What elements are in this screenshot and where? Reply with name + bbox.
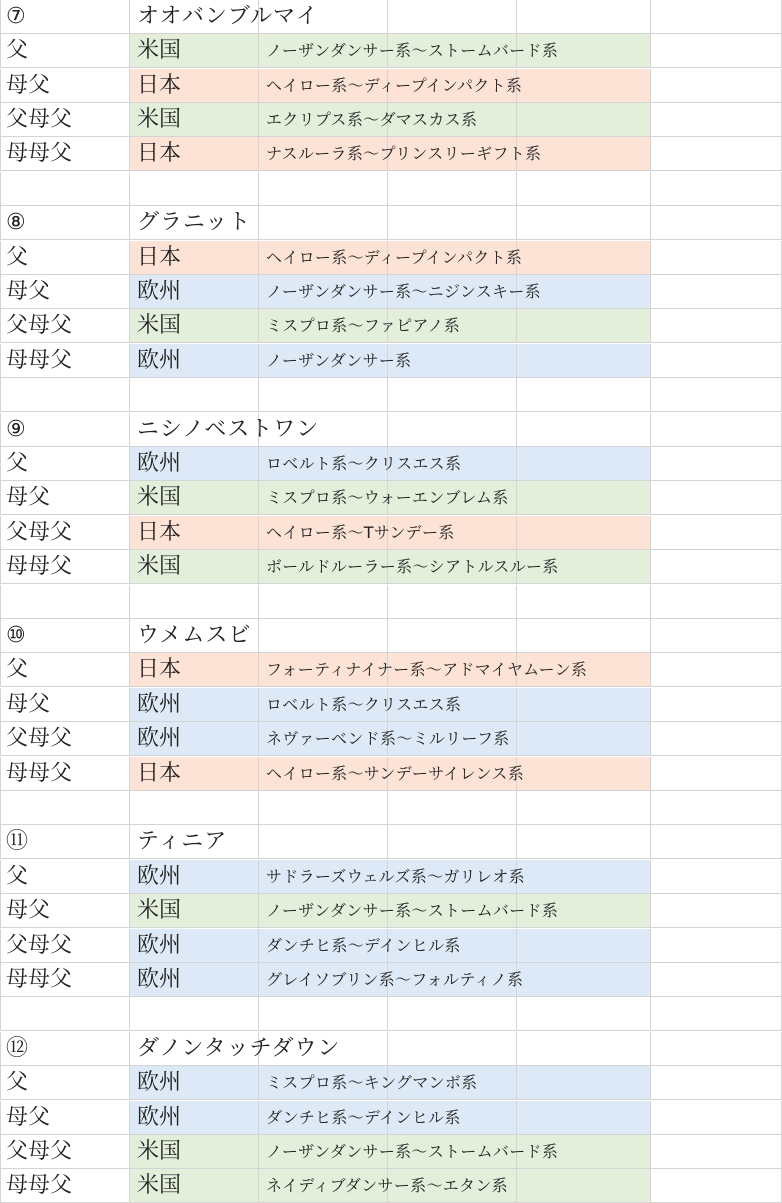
grid-cell[interactable] xyxy=(388,413,517,447)
pedigree-row xyxy=(0,275,782,309)
grid-cell[interactable] xyxy=(651,241,782,275)
blank-row xyxy=(0,172,782,206)
region-label: 日本 xyxy=(137,72,182,98)
pedigree-row xyxy=(0,137,782,171)
region-label: 米国 xyxy=(137,898,182,924)
grid-cell[interactable] xyxy=(651,275,782,309)
grid-cell[interactable] xyxy=(259,206,388,240)
grid-cell[interactable] xyxy=(517,0,651,34)
grid-cell[interactable] xyxy=(651,172,782,206)
pedigree-row xyxy=(0,516,782,550)
horse-number: ⑦ xyxy=(6,3,26,29)
ancestor-label: 母父 xyxy=(6,72,51,98)
blank-row xyxy=(0,791,782,825)
horse-header-row xyxy=(0,413,782,447)
grid-cell[interactable] xyxy=(651,997,782,1031)
grid-cell[interactable] xyxy=(651,894,782,928)
grid-cell[interactable] xyxy=(517,722,651,756)
grid-cell[interactable] xyxy=(259,997,388,1031)
grid-cell[interactable] xyxy=(388,1032,517,1066)
region-label: 日本 xyxy=(137,760,182,786)
horse-header-row xyxy=(0,0,782,34)
sire-line-text: サドラーズウェルズ系～ガリレオ系 xyxy=(266,866,525,886)
sire-line-text: ヘイロー系～Tサンデー系 xyxy=(266,522,455,542)
region-label: 欧州 xyxy=(137,726,182,752)
pedigree-row xyxy=(0,1101,782,1135)
sire-line-text: ヘイロー系～ディープインパクト系 xyxy=(266,75,523,95)
region-label: 欧州 xyxy=(137,279,182,304)
grid-cell[interactable] xyxy=(651,378,782,412)
pedigree-row xyxy=(0,103,782,137)
grid-cell[interactable] xyxy=(517,997,651,1031)
sire-line-text: ネイディブダンサー系～エタン系 xyxy=(266,1176,508,1196)
ancestor-label: 母父 xyxy=(6,691,51,717)
grid-cell[interactable] xyxy=(651,550,782,584)
grid-cell[interactable] xyxy=(651,860,782,894)
grid-cell[interactable] xyxy=(388,997,517,1031)
pedigree-row xyxy=(0,860,782,894)
pedigree-row xyxy=(0,1169,782,1203)
sire-line-text: ミスプロ系～キングマンボ系 xyxy=(266,1073,478,1093)
region-label: 欧州 xyxy=(137,451,182,476)
ancestor-label: 父母父 xyxy=(6,726,73,752)
pedigree-row xyxy=(0,481,782,515)
region-label: 欧州 xyxy=(137,1104,182,1130)
grid-cell[interactable] xyxy=(651,103,782,137)
pedigree-row xyxy=(0,688,782,722)
region-label: 米国 xyxy=(137,1173,182,1199)
sire-line-text: フォーティナイナー系～アドマイヤムーン系 xyxy=(266,660,588,680)
ancestor-label: 母母父 xyxy=(6,141,73,167)
sire-line-text: ダンチヒ系～デインヒル系 xyxy=(266,935,461,955)
ancestor-label: 母母父 xyxy=(6,760,73,786)
grid-cell[interactable] xyxy=(517,309,651,343)
ancestor-label: 母父 xyxy=(6,485,51,511)
grid-cell[interactable] xyxy=(517,860,651,894)
region-label: 欧州 xyxy=(137,863,182,889)
pedigree-row xyxy=(0,550,782,584)
sire-line-text: ノーザンダンサー系～ニジンスキー系 xyxy=(266,282,541,301)
grid-cell[interactable] xyxy=(651,447,782,481)
grid-cell[interactable] xyxy=(651,963,782,997)
grid-cell[interactable] xyxy=(517,103,651,137)
grid-cell[interactable] xyxy=(0,172,130,206)
grid-cell[interactable] xyxy=(651,653,782,687)
grid-cell[interactable] xyxy=(651,929,782,963)
sire-line-text: ノーザンダンサー系～ストームバード系 xyxy=(266,901,559,921)
grid-cell[interactable] xyxy=(259,791,388,825)
grid-cell[interactable] xyxy=(130,585,259,619)
horse-header-row xyxy=(0,825,782,859)
ancestor-label: 父 xyxy=(6,1070,29,1096)
grid-cell[interactable] xyxy=(517,757,651,791)
pedigree-row xyxy=(0,309,782,343)
grid-cell[interactable] xyxy=(517,378,651,412)
grid-cell[interactable] xyxy=(651,722,782,756)
grid-cell[interactable] xyxy=(517,825,651,859)
pedigree-row xyxy=(0,894,782,928)
ancestor-label: 母父 xyxy=(6,1104,51,1130)
region-label: 欧州 xyxy=(137,967,182,992)
grid-cell[interactable] xyxy=(651,791,782,825)
grid-cell[interactable] xyxy=(517,1066,651,1100)
grid-cell[interactable] xyxy=(651,1066,782,1100)
grid-cell[interactable] xyxy=(517,413,651,447)
horse-header-row xyxy=(0,619,782,653)
grid-cell[interactable] xyxy=(388,585,517,619)
ancestor-label: 父母父 xyxy=(6,313,73,339)
grid-cell[interactable] xyxy=(259,825,388,859)
pedigree-row xyxy=(0,929,782,963)
grid-cell[interactable] xyxy=(651,1169,782,1203)
sire-line-text: ネヴァーベンド系～ミルリーフ系 xyxy=(266,729,510,749)
sire-line-text: ヘイロー系～ディープインパクト系 xyxy=(266,247,523,267)
horse-number: ⑧ xyxy=(6,210,26,236)
grid-cell[interactable] xyxy=(259,585,388,619)
horse-name: ティニア xyxy=(137,829,228,855)
grid-cell[interactable] xyxy=(130,172,259,206)
ancestor-label: 父 xyxy=(6,38,29,64)
grid-cell[interactable] xyxy=(388,206,517,240)
horse-name: ダノンタッチダウン xyxy=(137,1035,341,1061)
grid-cell[interactable] xyxy=(0,585,130,619)
grid-cell[interactable] xyxy=(517,172,651,206)
pedigree-row xyxy=(0,653,782,687)
pedigree-row xyxy=(0,1135,782,1169)
horse-number: ⑪ xyxy=(6,829,29,855)
grid-cell[interactable] xyxy=(517,585,651,619)
grid-cell[interactable] xyxy=(0,997,130,1031)
ancestor-label: 父 xyxy=(6,244,29,270)
grid-cell[interactable] xyxy=(651,309,782,343)
grid-cell[interactable] xyxy=(517,1101,651,1135)
grid-cell[interactable] xyxy=(651,1135,782,1169)
grid-cell[interactable] xyxy=(517,963,651,997)
region-label: 日本 xyxy=(137,519,182,545)
sire-line-text: ロベルト系～クリスエス系 xyxy=(266,454,462,473)
horse-name: グラニット xyxy=(137,210,252,236)
grid-cell[interactable] xyxy=(517,1169,651,1203)
sire-line-text: ミスプロ系～ファピアノ系 xyxy=(266,316,461,336)
grid-cell[interactable] xyxy=(388,619,517,653)
pedigree-row xyxy=(0,722,782,756)
horse-name: オオバンブルマイ xyxy=(137,3,319,29)
grid-cell[interactable] xyxy=(651,413,782,447)
blank-row xyxy=(0,378,782,412)
blank-row xyxy=(0,997,782,1031)
region-label: 欧州 xyxy=(137,932,182,958)
ancestor-label: 母母父 xyxy=(6,967,73,992)
horse-number: ⑫ xyxy=(6,1035,29,1061)
grid-cell[interactable] xyxy=(517,447,651,481)
ancestor-label: 父 xyxy=(6,657,29,683)
ancestor-label: 父母父 xyxy=(6,519,73,545)
grid-cell[interactable] xyxy=(517,206,651,240)
sire-line-text: グレイソブリン系～フォルティノ系 xyxy=(266,970,524,989)
pedigree-row xyxy=(0,757,782,791)
ancestor-label: 母母父 xyxy=(6,347,73,373)
horse-header-row xyxy=(0,1032,782,1066)
grid-cell[interactable] xyxy=(517,791,651,825)
pedigree-row xyxy=(0,241,782,275)
grid-cell[interactable] xyxy=(517,1032,651,1066)
region-label: 欧州 xyxy=(137,691,182,717)
region-label: 欧州 xyxy=(137,1070,182,1096)
grid-cell[interactable] xyxy=(517,69,651,103)
region-label: 米国 xyxy=(137,107,182,132)
region-label: 日本 xyxy=(137,141,182,167)
grid-cell[interactable] xyxy=(651,34,782,68)
grid-cell[interactable] xyxy=(651,585,782,619)
pedigree-row xyxy=(0,344,782,378)
ancestor-label: 父母父 xyxy=(6,932,73,958)
grid-cell[interactable] xyxy=(388,172,517,206)
sire-line-text: ノーザンダンサー系～ストームバード系 xyxy=(266,1142,559,1161)
grid-cell[interactable] xyxy=(259,378,388,412)
grid-cell[interactable] xyxy=(517,241,651,275)
blank-row xyxy=(0,585,782,619)
grid-cell[interactable] xyxy=(651,516,782,550)
horse-header-row xyxy=(0,206,782,240)
grid-cell[interactable] xyxy=(259,619,388,653)
ancestor-label: 父母父 xyxy=(6,1139,73,1164)
grid-cell[interactable] xyxy=(259,172,388,206)
horse-number: ⑩ xyxy=(6,623,26,648)
grid-cell[interactable] xyxy=(651,206,782,240)
grid-cell[interactable] xyxy=(651,619,782,653)
ancestor-label: 母母父 xyxy=(6,554,73,580)
sire-line-text: ダンチヒ系～デインヒル系 xyxy=(266,1107,461,1127)
region-label: 米国 xyxy=(137,554,182,580)
grid-cell[interactable] xyxy=(517,929,651,963)
horse-name: ウメムスビ xyxy=(137,623,252,648)
region-label: 日本 xyxy=(137,657,182,683)
grid-cell[interactable] xyxy=(651,69,782,103)
grid-cell[interactable] xyxy=(130,378,259,412)
sire-line-text: ナスルーラ系～プリンスリーギフト系 xyxy=(266,144,542,164)
grid-cell[interactable] xyxy=(130,791,259,825)
grid-cell[interactable] xyxy=(651,481,782,515)
pedigree-row xyxy=(0,69,782,103)
grid-cell[interactable] xyxy=(517,481,651,515)
sire-line-text: ミスプロ系～ウォーエンブレム系 xyxy=(266,488,509,508)
ancestor-label: 母母父 xyxy=(6,1173,73,1199)
sire-line-text: ノーザンダンサー系～ストームバード系 xyxy=(266,41,559,61)
grid-cell[interactable] xyxy=(517,344,651,378)
pedigree-row xyxy=(0,34,782,68)
horse-number: ⑨ xyxy=(6,416,26,442)
sire-line-text: エクリプス系～ダマスカス系 xyxy=(266,110,478,129)
sire-line-text: ロベルト系～クリスエス系 xyxy=(266,694,462,714)
sire-line-text: ノーザンダンサー系 xyxy=(266,350,412,370)
ancestor-label: 母父 xyxy=(6,898,51,924)
grid-cell[interactable] xyxy=(388,825,517,859)
pedigree-row xyxy=(0,447,782,481)
region-label: 米国 xyxy=(137,313,182,339)
region-label: 米国 xyxy=(137,1139,182,1164)
grid-cell[interactable] xyxy=(517,619,651,653)
grid-cell[interactable] xyxy=(0,378,130,412)
ancestor-label: 父 xyxy=(6,451,29,476)
grid-cell[interactable] xyxy=(130,997,259,1031)
grid-cell[interactable] xyxy=(388,791,517,825)
ancestor-label: 母父 xyxy=(6,279,51,304)
horse-name: ニシノベストワン xyxy=(137,416,320,442)
sire-line-text: ボールドルーラー系～シアトルスルー系 xyxy=(266,557,559,577)
grid-cell[interactable] xyxy=(651,757,782,791)
grid-cell[interactable] xyxy=(388,0,517,34)
ancestor-label: 父 xyxy=(6,863,29,889)
region-label: 米国 xyxy=(137,38,182,64)
pedigree-row xyxy=(0,1066,782,1100)
pedigree-row xyxy=(0,963,782,997)
region-label: 米国 xyxy=(137,485,182,511)
grid-cell[interactable] xyxy=(517,516,651,550)
grid-cell[interactable] xyxy=(651,688,782,722)
ancestor-label: 父母父 xyxy=(6,107,73,132)
region-label: 日本 xyxy=(137,244,182,270)
grid-cell[interactable] xyxy=(388,378,517,412)
grid-cell[interactable] xyxy=(651,137,782,171)
sire-line-text: ヘイロー系～サンデーサイレンス系 xyxy=(266,763,525,783)
grid-cell[interactable] xyxy=(0,791,130,825)
grid-cell[interactable] xyxy=(651,0,782,34)
grid-cell[interactable] xyxy=(651,1101,782,1135)
region-label: 欧州 xyxy=(137,347,182,373)
grid-cell[interactable] xyxy=(651,344,782,378)
grid-cell[interactable] xyxy=(651,1032,782,1066)
grid-cell[interactable] xyxy=(517,688,651,722)
grid-cell[interactable] xyxy=(651,825,782,859)
